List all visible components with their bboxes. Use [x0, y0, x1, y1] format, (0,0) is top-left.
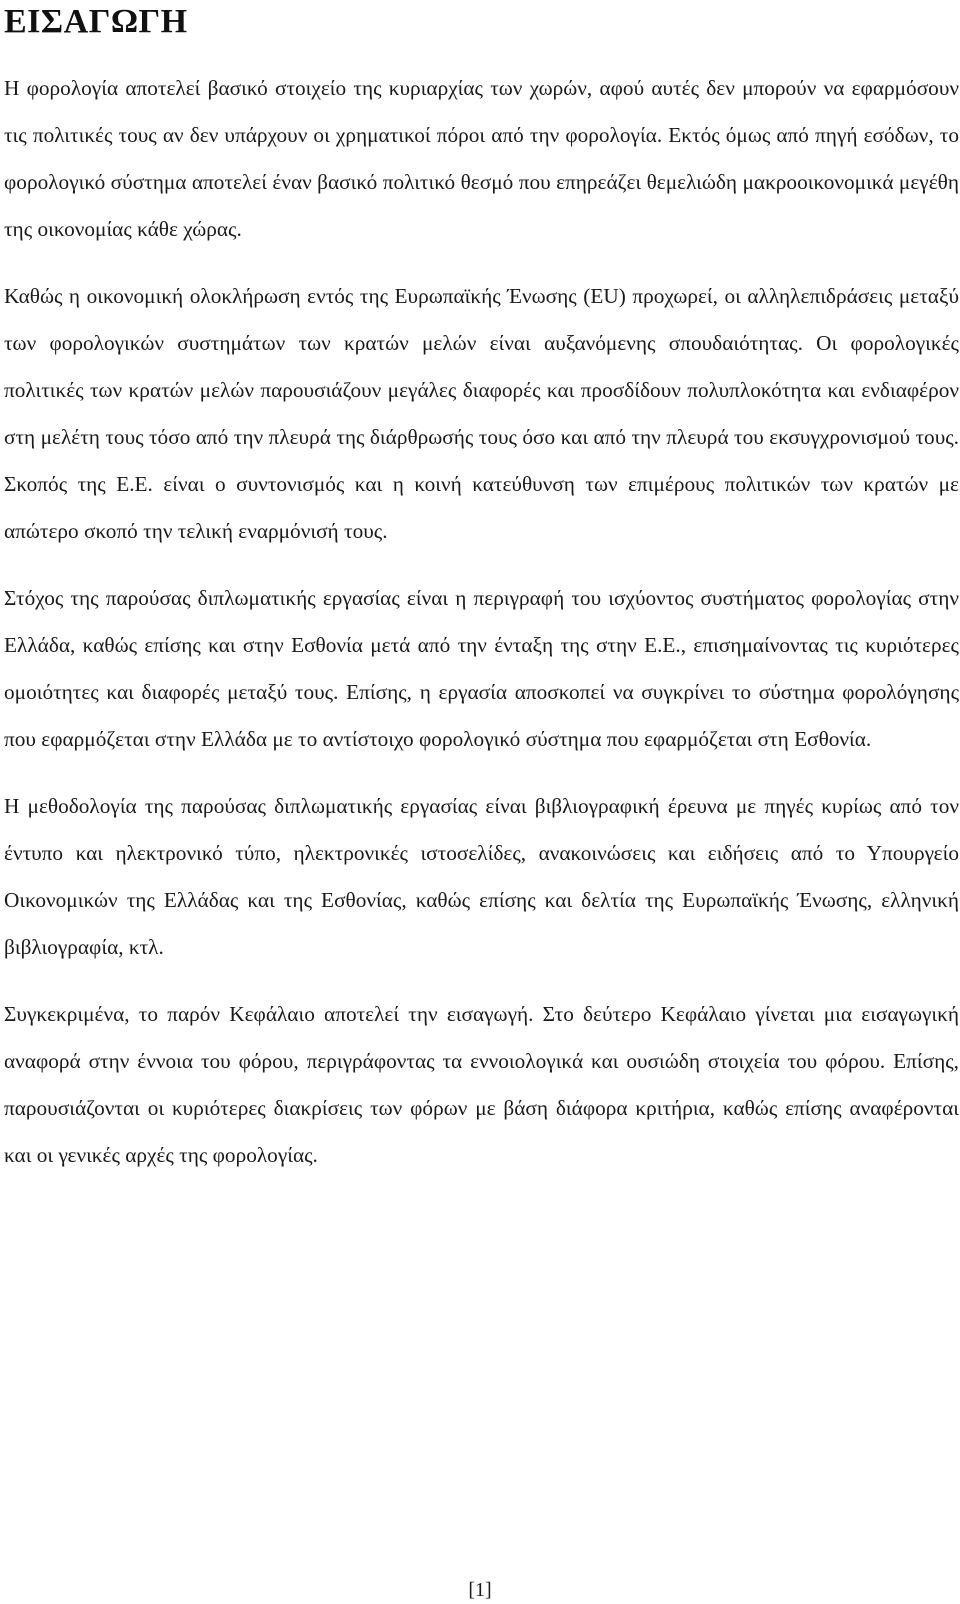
document-page: [4, 0, 959, 1179]
paragraph-eu-integration: Καθώς η οικονομική ολοκλήρωση εντός της Ευρωπαϊκής Ένωσης (EU) προχωρεί, οι αλληλεπιδράσεις μεταξύ των φορολογικών συστημάτων των κρατών μελών είναι αυξανόμενης σπουδαιότητας. Οι φορολογικές πολιτικές των κρατών μελών παρουσιάζουν μεγάλες διαφορές και προσδίδουν πολυπλοκότητα και ενδιαφέρον στη μελέτη τους τόσο από την πλευρά της διάρθρωσής τους όσο και από την πλευρά του εκσυγχρονισμού τους. Σκοπός της Ε.Ε. είναι ο συντονισμός και η κοινή κατεύθυνση των επιμέρους πολιτικών των κρατών με απώτερο σκοπό την τελική εναρμόνισή τους.: [4, 284, 959, 543]
paragraph-taxation-sovereignty: Η φορολογία αποτελεί βασικό στοιχείο της κυριαρχίας των χωρών, αφού αυτές δεν μπορούν να εφαρμόσουν τις πολιτικές τους αν δεν υπάρχουν οι χρηματικοί πόροι από την φορολογία. Εκτός όμως από πηγή εσόδων, το φορολογικό σύστημα αποτελεί έναν βασικό πολιτικό θεσμό που επηρεάζει θεμελιώδη μακροοικονομικά μεγέθη της οικονομίας κάθε χώρας.: [4, 76, 959, 241]
section-heading: ΕΙΣΑΓΩΓΗ: [4, 3, 188, 40]
paragraph-methodology: Η μεθοδολογία της παρούσας διπλωματικής εργασίας είναι βιβλιογραφική έρευνα με πηγές κυρίως από τον έντυπο και ηλεκτρονικό τύπο, ηλεκτρονικές ιστοσελίδες, ανακοινώσεις και ειδήσεις από το Υπουργείο Οικονομικών της Ελλάδας και της Εσθονίας, καθώς επίσης και δελτία της Ευρωπαϊκής Ένωσης, ελληνική βιβλιογραφία, κτλ.: [4, 794, 959, 959]
page-number: [1]: [468, 1579, 492, 1601]
paragraph-chapter-outline: Συγκεκριμένα, το παρόν Κεφάλαιο αποτελεί την εισαγωγή. Στο δεύτερο Κεφάλαιο γίνεται μια εισαγωγική αναφορά στην έννοια του φόρου, περιγράφοντας τα εννοιολογικά και ουσιώδη στοιχεία του φόρου. Επίσης, παρουσιάζονται οι κυριότερες διακρίσεις των φόρων με βάση διάφορα κριτήρια, καθώς επίσης αναφέρονται και οι γενικές αρχές της φορολογίας.: [4, 1002, 959, 1167]
paragraph-thesis-objective: Στόχος της παρούσας διπλωματικής εργασίας είναι η περιγραφή του ισχύοντος συστήματος φορολογίας στην Ελλάδα, καθώς επίσης και στην Εσθονία μετά από την ένταξη της στην Ε.Ε., επισημαίνοντας τις κυριότερες ομοιότητες και διαφορές μεταξύ τους. Επίσης, η εργασία αποσκοπεί να συγκρίνει το σύστημα φορολόγησης που εφαρμόζεται στην Ελλάδα με το αντίστοιχο φορολογικό σύστημα που εφαρμόζεται στη Εσθονία.: [4, 586, 959, 751]
